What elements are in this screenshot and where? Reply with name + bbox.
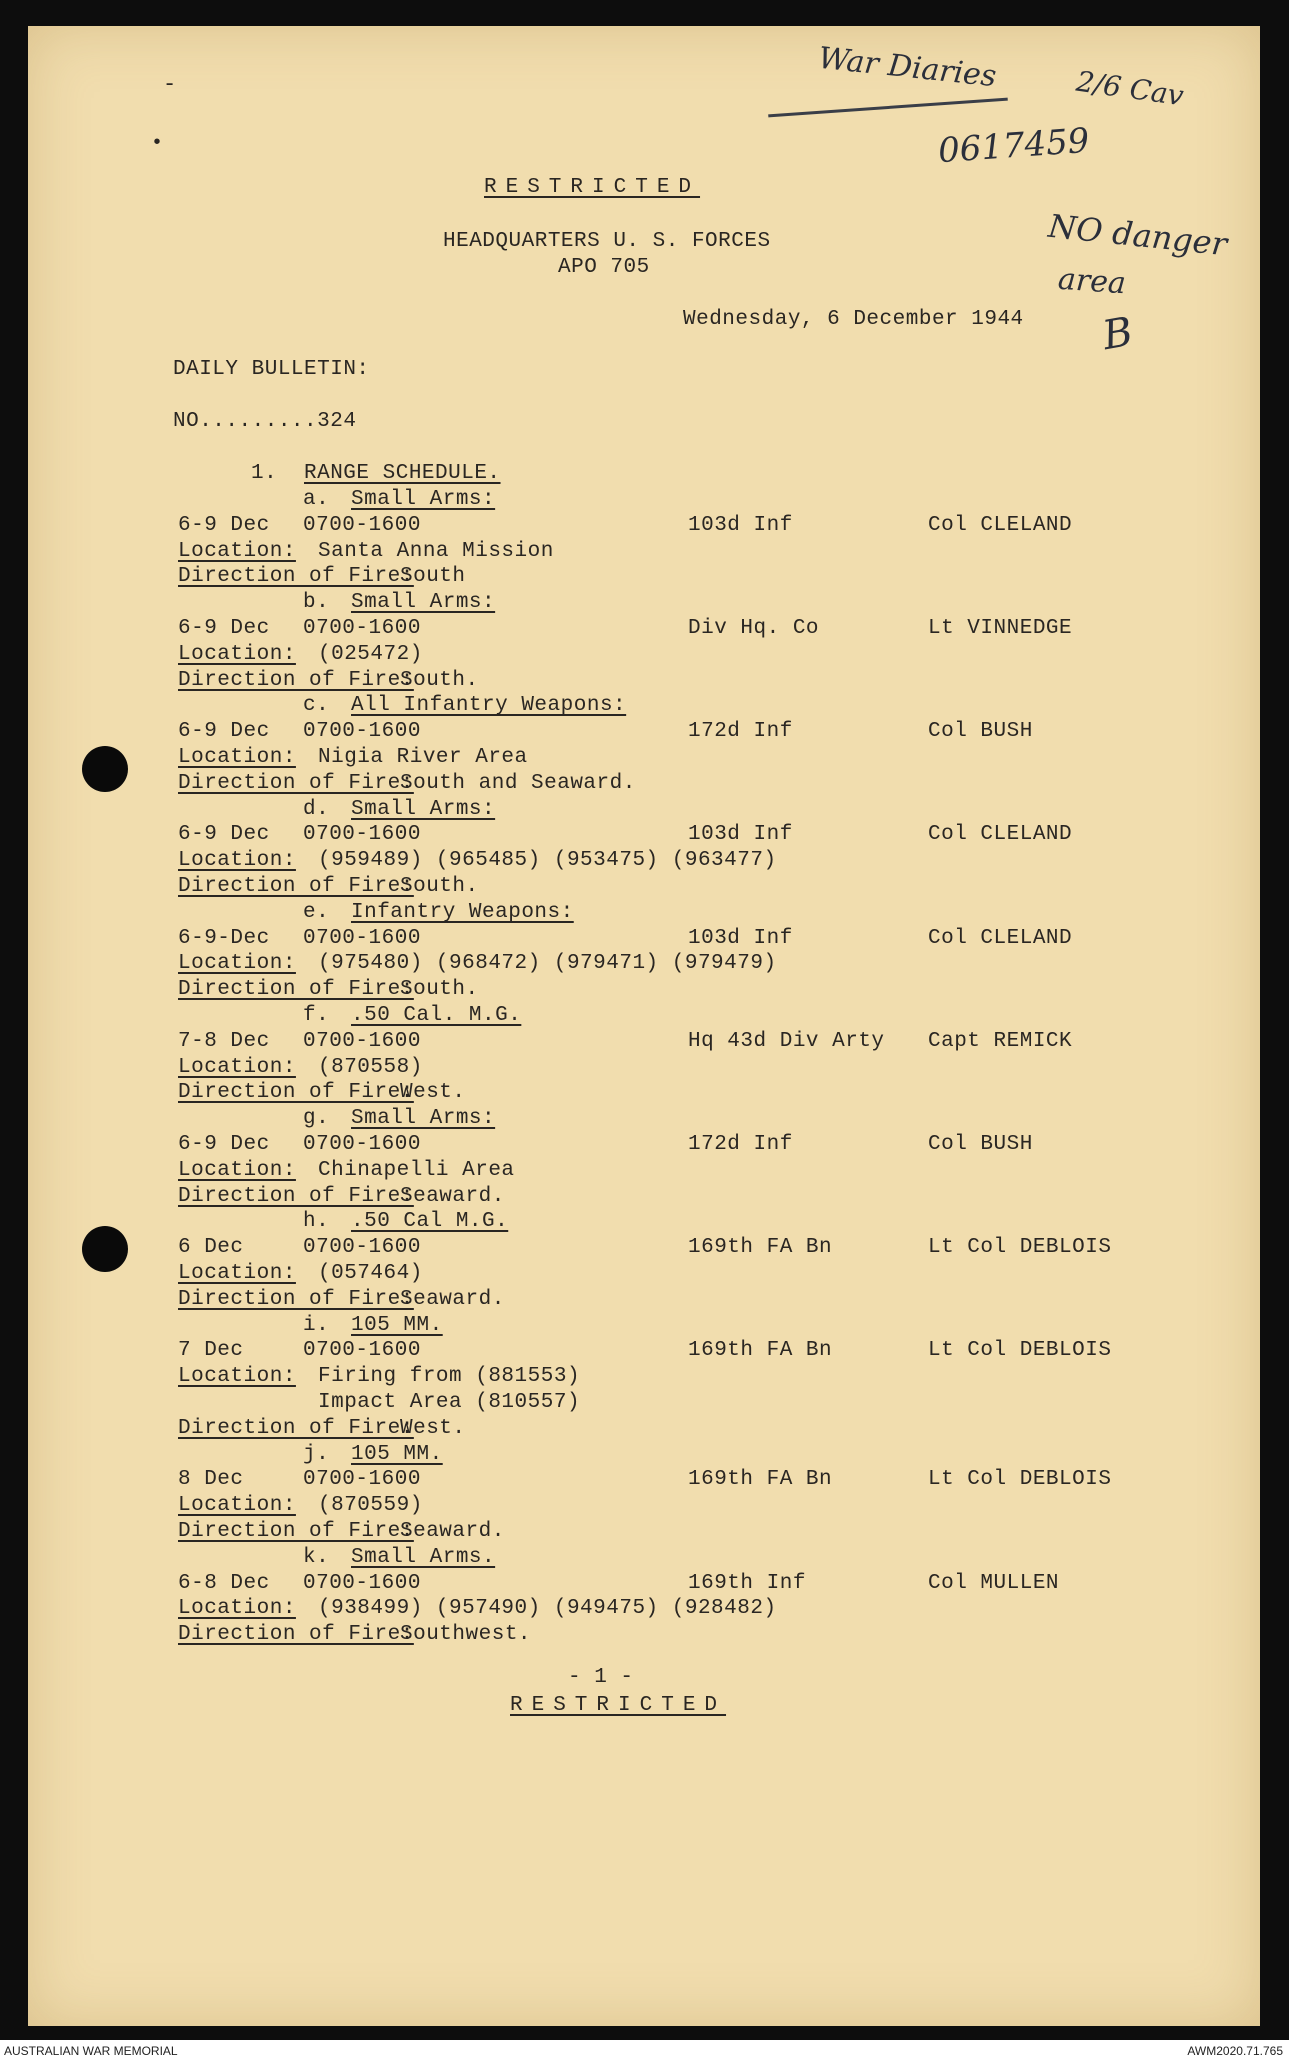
entry-officer: Col MULLEN [928,1572,1060,1595]
entry-location-label: Location: [178,643,296,666]
handwritten-unit: 2/6 Cav [1074,64,1186,113]
entry-direction-label: Direction of Fire: [178,1081,414,1104]
entry-direction: South. [400,978,479,1001]
entry-letter: h. [303,1210,330,1233]
entry-officer: Lt Col DEBLOIS [928,1468,1112,1491]
entry-date: 6-9 Dec [178,823,270,846]
entry-location-extra: Impact Area (810557) [318,1391,581,1414]
entry-unit: 103d Inf [688,823,793,846]
entry-direction-label: Direction of Fire: [178,1185,414,1208]
entry-officer: Lt Col DEBLOIS [928,1236,1112,1259]
entry-time: 0700-1600 [303,617,421,640]
entry-officer: Col CLELAND [928,823,1073,846]
entry-location: Chinapelli Area [318,1159,515,1182]
entry-location-label: Location: [178,1494,296,1517]
entry-direction-label: Direction of Fire: [178,1288,414,1311]
entry-location: Nigia River Area [318,746,528,769]
entry-date: 6-9-Dec [178,927,270,950]
page-number: - 1 - [568,1666,634,1689]
document-page [28,26,1260,2026]
entry-letter: a. [303,488,330,511]
entry-letter: e. [303,901,330,924]
entry-direction: South [400,565,466,588]
entry-weapon: Infantry Weapons: [351,901,574,924]
entry-time: 0700-1600 [303,1236,421,1259]
entry-location-label: Location: [178,1056,296,1079]
handwritten-ref-number: 0617459 [936,120,1091,172]
entry-date: 6 Dec [178,1236,244,1259]
entry-location: (870558) [318,1056,423,1079]
entry-unit: 169th FA Bn [688,1339,833,1362]
entry-officer: Lt Col DEBLOIS [928,1339,1112,1362]
entry-weapon: 105 MM. [351,1443,443,1466]
entry-direction: Seaward. [400,1520,505,1543]
entry-officer: Col BUSH [928,1133,1033,1156]
entry-direction: West. [400,1417,466,1440]
archive-reference: AWM2020.71.765 [1187,2044,1283,2058]
entry-location-label: Location: [178,540,296,563]
entry-direction-label: Direction of Fire: [178,1417,414,1440]
entry-direction-label: Direction of Fire: [178,1520,414,1543]
entry-unit: Hq 43d Div Arty [688,1030,885,1053]
entry-direction-label: Direction of Fire: [178,978,414,1001]
entry-weapon: .50 Cal M.G. [351,1210,509,1233]
bulletin-date: Wednesday, 6 December 1944 [683,308,1024,331]
entry-weapon: .50 Cal. M.G. [351,1004,522,1027]
entry-unit: 103d Inf [688,514,793,537]
handwritten-underline [768,98,1008,118]
entry-unit: 169th FA Bn [688,1236,833,1259]
entry-direction-label: Direction of Fire: [178,565,414,588]
entry-officer: Col CLELAND [928,927,1073,950]
entry-weapon: Small Arms: [351,1107,496,1130]
entry-time: 0700-1600 [303,1468,421,1491]
punch-hole-bottom [82,1226,128,1272]
entry-unit: 172d Inf [688,1133,793,1156]
archive-name: AUSTRALIAN WAR MEMORIAL [4,2044,178,2058]
entry-unit: 169th Inf [688,1572,806,1595]
entry-direction-label: Direction of Fire: [178,1623,414,1646]
entry-unit: Div Hq. Co [688,617,820,640]
entry-time: 0700-1600 [303,514,421,537]
restricted-footer: RESTRICTED [510,1694,727,1717]
entry-location-label: Location: [178,1597,296,1620]
handwritten-note-line2: area [1056,261,1128,302]
apo-line: APO 705 [558,256,650,279]
entry-date: 7 Dec [178,1339,244,1362]
entry-date: 7-8 Dec [178,1030,270,1053]
daily-bulletin-label: DAILY BULLETIN: [173,358,370,381]
margin-mark: • [151,132,164,155]
entry-weapon: Small Arms: [351,798,496,821]
entry-officer: Capt REMICK [928,1030,1073,1053]
entry-officer: Col CLELAND [928,514,1073,537]
entry-date: 6-9 Dec [178,1133,270,1156]
entry-time: 0700-1600 [303,1133,421,1156]
entry-location: (975480) (968472) (979471) (979479) [318,952,777,975]
entry-officer: Lt VINNEDGE [928,617,1073,640]
entry-date: 6-9 Dec [178,514,270,537]
entry-location: (959489) (965485) (953475) (963477) [318,849,777,872]
entry-location-label: Location: [178,746,296,769]
entry-weapon: 105 MM. [351,1314,443,1337]
entry-location-label: Location: [178,849,296,872]
bulletin-number: NO.........324 [173,410,357,433]
entry-direction: West. [400,1081,466,1104]
entry-letter: j. [303,1443,330,1466]
entry-time: 0700-1600 [303,720,421,743]
entry-direction-label: Direction of Fire: [178,772,414,795]
entry-location: (870559) [318,1494,423,1517]
entry-unit: 103d Inf [688,927,793,950]
archive-footer [0,2040,1289,2061]
entry-weapon: Small Arms: [351,488,496,511]
headquarters-title: HEADQUARTERS U. S. FORCES [443,230,771,253]
entry-direction-label: Direction of Fire: [178,669,414,692]
entry-letter: d. [303,798,330,821]
entry-time: 0700-1600 [303,823,421,846]
section-title: RANGE SCHEDULE. [304,462,501,485]
margin-mark: - [163,72,177,97]
entry-direction: South. [400,669,479,692]
entry-letter: i. [303,1314,330,1337]
entry-date: 6-8 Dec [178,1572,270,1595]
entry-location: Santa Anna Mission [318,540,554,563]
punch-hole-top [82,746,128,792]
entry-location: (057464) [318,1262,423,1285]
restricted-header: RESTRICTED [484,176,701,199]
entry-time: 0700-1600 [303,927,421,950]
entry-direction-label: Direction of Fire: [178,875,414,898]
entry-weapon: All Infantry Weapons: [351,694,627,717]
entry-location-label: Location: [178,952,296,975]
entry-unit: 169th FA Bn [688,1468,833,1491]
entry-time: 0700-1600 [303,1030,421,1053]
entry-direction: Seaward. [400,1288,505,1311]
entry-letter: c. [303,694,330,717]
entry-time: 0700-1600 [303,1339,421,1362]
entry-date: 8 Dec [178,1468,244,1491]
entry-weapon: Small Arms. [351,1546,496,1569]
entry-location: Firing from (881553) [318,1365,581,1388]
entry-direction: South and Seaward. [400,772,636,795]
handwritten-initials: B [1099,308,1137,360]
entry-direction: South. [400,875,479,898]
section-number: 1. [251,462,278,485]
entry-date: 6-9 Dec [178,720,270,743]
entry-weapon: Small Arms: [351,591,496,614]
entry-letter: g. [303,1107,330,1130]
entry-letter: k. [303,1546,330,1569]
entry-location: (938499) (957490) (949475) (928482) [318,1597,777,1620]
entry-location-label: Location: [178,1159,296,1182]
entry-direction: Seaward. [400,1185,505,1208]
entry-location: (025472) [318,643,423,666]
entry-officer: Col BUSH [928,720,1033,743]
handwritten-war-diaries: War Diaries [816,40,998,95]
entry-location-label: Location: [178,1365,296,1388]
entry-letter: b. [303,591,330,614]
entry-date: 6-9 Dec [178,617,270,640]
entry-location-label: Location: [178,1262,296,1285]
entry-direction: Southwest. [400,1623,532,1646]
entry-unit: 172d Inf [688,720,793,743]
handwritten-note-line1: NO danger [1046,206,1229,264]
entry-time: 0700-1600 [303,1572,421,1595]
entry-letter: f. [303,1004,330,1027]
